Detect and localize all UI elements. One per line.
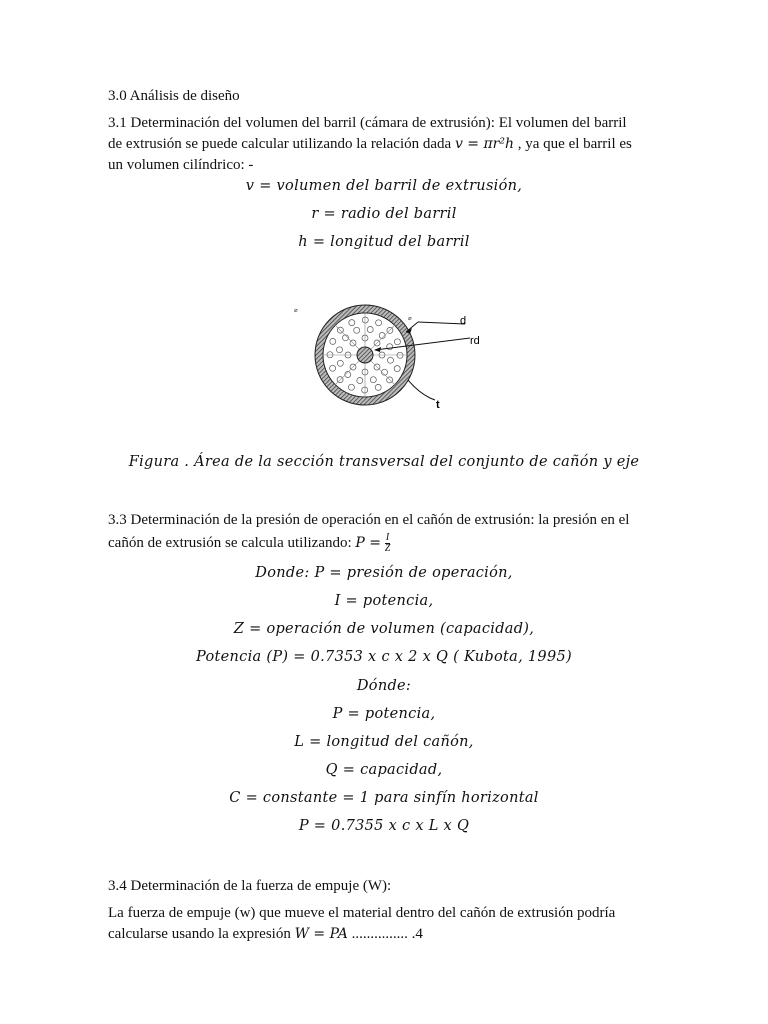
- hole: [376, 320, 382, 326]
- section-3-4-line2-a: calcularse usando la expresión: [108, 926, 295, 942]
- hole: [357, 378, 363, 384]
- pressure-formula-numerator: I: [385, 532, 390, 544]
- section-3-3-line2: [108, 533, 668, 554]
- section-3-3-line1: 3.3 Determinación de la presión de operación en el cañón de extrusión: la presión en el: [108, 512, 630, 528]
- hole: [330, 365, 336, 371]
- section-3-1-line2-a: de extrusión se puede calcular utilizando la relación dada: [108, 136, 455, 152]
- eq-c: C = constante = 1 para sinfín horizontal: [229, 790, 539, 806]
- definition-v: v = volumen del barril de extrusión,: [245, 178, 523, 194]
- section-3-4-line1: La fuerza de empuje (w) que mueve el material dentro del cañón de extrusión podría: [108, 905, 616, 921]
- eq-donde-2: Dónde:: [356, 678, 412, 694]
- figure-mark-right: ⌀: [408, 316, 412, 322]
- section-3-1-line1: 3.1 Determinación del volumen del barril (cámara de extrusión): El volumen del barril: [108, 115, 627, 131]
- volume-formula: v = πr²h: [454, 136, 514, 152]
- section-3-0-heading: 3.0 Análisis de diseño: [108, 88, 240, 104]
- section-3-1-paragraph: [108, 113, 668, 176]
- shaft: [357, 347, 373, 363]
- definition-r: r = radio del barril: [311, 206, 457, 222]
- section-3-4-paragraph: [108, 903, 668, 945]
- section-3-4-line2: [108, 924, 668, 945]
- pressure-formula-fraction: [385, 533, 391, 554]
- section-3-4-line2-b: ............... .4: [347, 926, 423, 942]
- section-3-1-line2-b: , ya que el barril es: [514, 136, 632, 152]
- barrel-cross-section-figure: [290, 300, 490, 415]
- hole: [388, 357, 394, 363]
- eq-z: Z = operación de volumen (capacidad),: [233, 621, 535, 637]
- section-3-1-line3: un volumen cilíndrico: -: [108, 157, 254, 173]
- hole: [337, 347, 343, 353]
- figure-label-t: t: [436, 399, 440, 411]
- eq-donde: Donde: P = presión de operación,: [255, 565, 513, 581]
- hole: [348, 384, 354, 390]
- section-3-3-paragraph: [108, 510, 668, 554]
- eq-i: I = potencia,: [334, 593, 434, 609]
- figure-caption: Figura . Área de la sección transversal del conjunto de cañón y eje: [128, 454, 640, 470]
- hole: [394, 366, 400, 372]
- hole: [394, 339, 400, 345]
- eq-p: P = potencia,: [332, 706, 436, 722]
- figure-label-rd: rd: [470, 335, 480, 347]
- hole: [354, 327, 360, 333]
- pressure-formula-lhs: P =: [355, 535, 382, 551]
- hole: [330, 338, 336, 344]
- hole: [349, 320, 355, 326]
- eq-q: Q = capacidad,: [325, 762, 443, 778]
- hole: [337, 360, 343, 366]
- eq-potencia: Potencia (P) = 0.7353 x c x 2 x Q ( Kubota, 1995): [196, 649, 572, 665]
- hole: [367, 327, 373, 333]
- section-3-4-heading: 3.4 Determinación de la fuerza de empuje (W):: [108, 878, 392, 894]
- thrust-formula: W = PA: [294, 926, 348, 942]
- figure-mark-left: ⌀: [294, 308, 298, 314]
- pressure-formula-denominator: Z: [384, 543, 391, 555]
- eq-p2: P = 0.7355 x c x L x Q: [298, 818, 470, 834]
- section-3-1-line2: [108, 134, 668, 155]
- hole: [370, 377, 376, 383]
- figure-label-d: d: [460, 315, 467, 327]
- hole: [375, 384, 381, 390]
- section-3-3-line2-text: cañón de extrusión se calcula utilizando:: [108, 535, 356, 551]
- definition-h: h = longitud del barril: [298, 234, 470, 250]
- eq-l: L = longitud del cañón,: [294, 734, 474, 750]
